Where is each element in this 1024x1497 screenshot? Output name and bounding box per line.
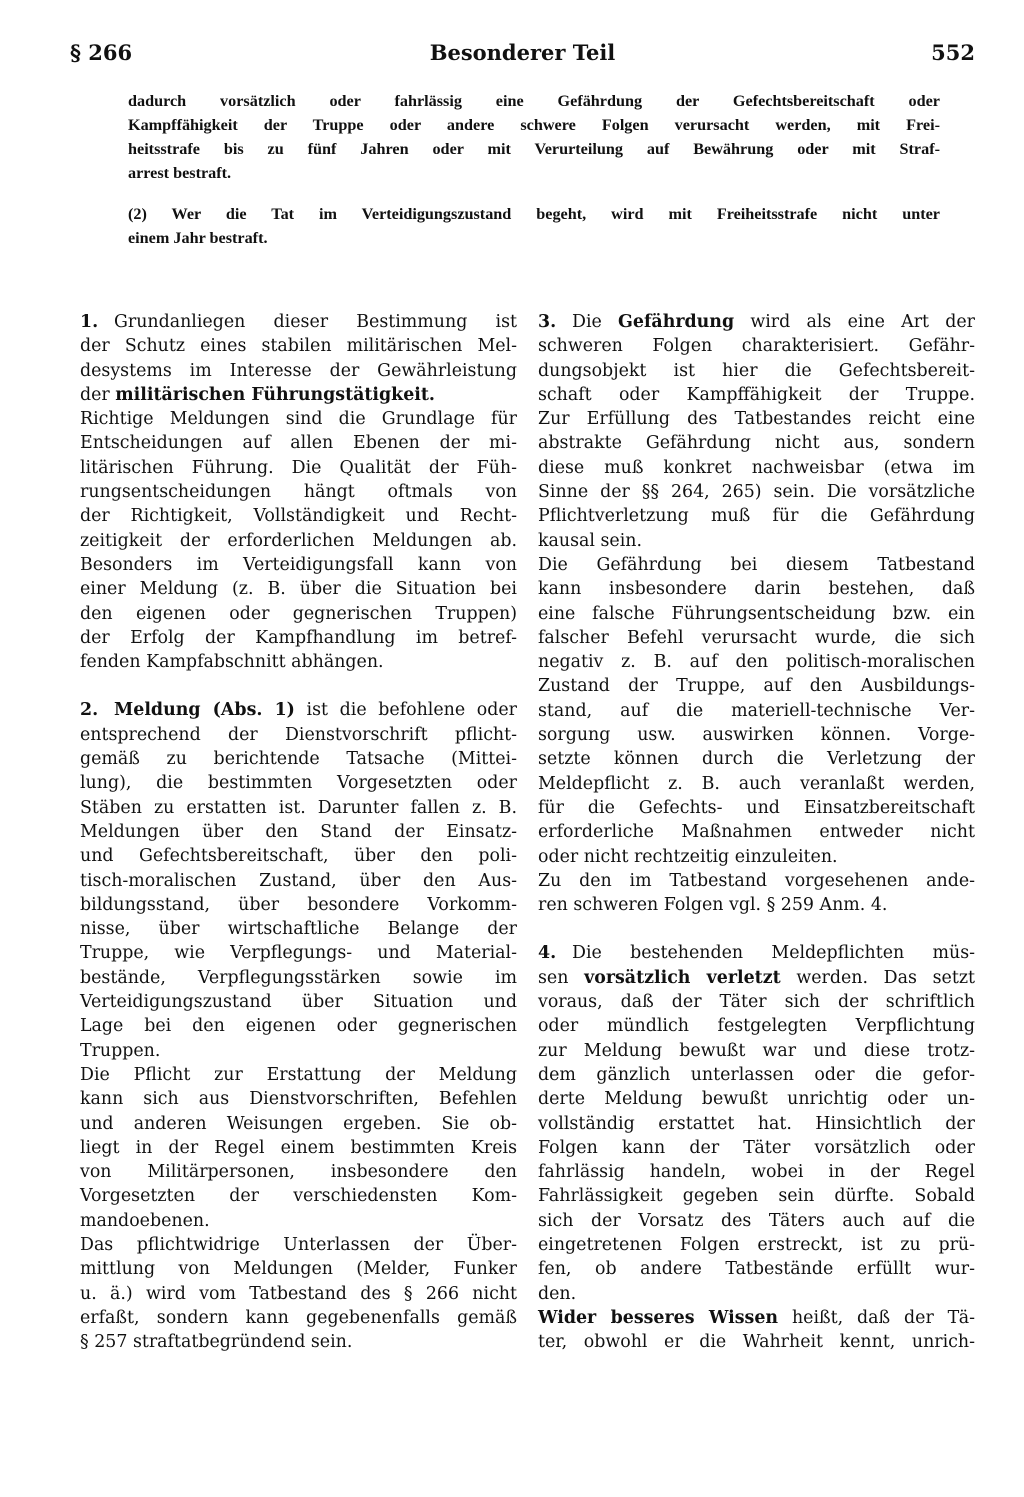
statute-paragraph-2 [128,202,940,250]
emphasis: vorsätzlich verletzt [584,967,781,988]
text-line: diese muß konkret nachweisbar (etwa im [538,457,975,478]
annotation-3 [538,310,975,917]
emphasis: Gefährdung [618,312,735,332]
text-line: ren schweren Folgen vgl. § 259 Anm. 4. [538,895,888,916]
text-run: heißt, daß der Tä- [778,1307,975,1328]
running-title: Besonderer Teil [429,40,616,65]
text-run: werden. Das setzt [780,967,975,988]
text-line: fahrlässig handeln, wobei in der Regel [538,1162,975,1183]
page-header [70,40,975,80]
section-number: § 266 [70,40,133,65]
text-line: Stäben zu erstatten ist. Darunter fallen z. B. [80,797,517,818]
emphasis: Meldung (Abs. 1) [114,700,295,721]
text-line: lung), die bestimmten Vorgesetzten oder [80,773,517,794]
text-line: einer Meldung (z. B. über die Situation bei [80,579,517,600]
text-line: entsprechend der Dienstvorschrift pflicht- [80,724,517,745]
text-line: Pflichtverletzung muß für die Gefährdung [538,506,975,527]
text-line: dungsobjekt ist hier die Gefechtsbereit- [538,360,975,381]
text-line: Besonders im Verteidigungsfall kann von [80,554,517,575]
text-line: liegt in der Regel einem bestimmten Kreis [80,1137,517,1158]
text-line: von Militärpersonen, insbesondere den [80,1162,517,1183]
statute-text [128,89,940,185]
text-line: Truppe, wie Verpflegungs- und Material- [80,943,517,964]
text-line: erforderliche Maßnahmen entweder nicht [538,822,975,843]
text-line: kausal sein. [538,530,642,551]
text-line: zur Meldung bewußt war und diese trotz- [538,1040,975,1061]
text-line: Verteidigungszustand über Situation und [80,992,517,1013]
text-line: voraus, daß der Täter sich der schriftlich [538,992,975,1013]
text-line: der Richtigkeit, Vollständigkeit und Recht- [80,506,517,527]
text-line: Die Gefährdung bei diesem Tatbestand [538,554,975,575]
text-line: und anderen Weisungen ergeben. Sie ob- [80,1113,517,1134]
text-line: § 257 straftatbegründend sein. [80,1332,353,1353]
text-run: wird als eine Art der [734,312,975,332]
emphasis: militärischen Führungstätigkeit. [115,384,435,405]
text-line: vollständig erstattet hat. Hinsichtlich der [538,1113,975,1134]
text-line: sorgung usw. auswirken können. Vorge- [538,725,975,746]
annotation-number: 3. [538,312,557,332]
text-line: Fahrlässigkeit gegeben sein dürfte. Sobald [538,1186,975,1207]
text-line: fenden Kampfabschnitt abhängen. [80,652,384,673]
text-line: zeitigkeit der erforderlichen Meldungen ab. [80,530,517,551]
text-line: Zu den im Tatbestand vorgesehenen ande- [538,870,975,891]
text-line: erfaßt, sondern kann gegebenenfalls gemäß [80,1307,517,1328]
text-line: schweren Folgen charakterisiert. Gefähr- [538,336,975,357]
text-line: Meldungen über den Stand der Einsatz- [80,821,517,842]
statute-line: (2) Wer die Tat im Verteidigungszustand begeht, wird mit Freiheitsstrafe nicht unter [128,205,940,223]
text-line: schaft oder Kampffähigkeit der Truppe. [538,384,975,405]
text-line: sich der Vorsatz des Täters auch auf die [538,1210,975,1231]
text-line: abstrakte Gefährdung nicht aus, sondern [538,433,975,454]
annotation-4 [538,941,975,1354]
text-line: dem gänzlich unterlassen oder die gefor- [538,1064,975,1085]
text-line: u. ä.) wird vom Tatbestand des § 266 nicht [80,1283,517,1304]
text-line: oder nicht rechtzeitig einzuleiten. [538,846,838,867]
text-line: Entscheidungen auf allen Ebenen der mi- [80,433,517,454]
text-line: Richtige Meldungen sind die Grundlage für [80,409,517,430]
annotation-1 [80,310,517,674]
text-run: ist die befohlene oder [294,700,517,721]
text-line: negativ z. B. auf den politisch-moralischen [538,652,975,673]
text-line: Lage bei den eigenen oder gegnerischen [80,1016,517,1037]
statute-line: dadurch vorsätzlich oder fahrlässig eine Gefährdung der Gefechtsbereitschaft oder [128,92,940,110]
text-line: stand, auf die materiell-technische Ver- [538,700,975,721]
statute-paragraph-1 [128,89,940,185]
text-run: der [80,384,116,405]
text-line: Folgen kann der Täter vorsätzlich oder [538,1137,975,1158]
statute-line: Kampffähigkeit der Truppe oder andere schwere Folgen verursacht werden, mit Frei- [128,116,940,134]
statute-line: heitsstrafe bis zu fünf Jahren oder mit Verurteilung auf Bewährung oder mit Straf- [128,140,940,158]
text-line: Zustand der Truppe, auf den Ausbildungs- [538,676,975,697]
statute-line: einem Jahr bestraft. [128,229,268,247]
text-line: kann sich aus Dienstvorschriften, Befehlen [80,1089,517,1110]
text-line: Zur Erfüllung des Tatbestandes reicht eine [538,409,975,430]
text-line: derte Meldung bewußt unrichtig oder un- [538,1089,975,1110]
emphasis: Wider besseres Wissen [538,1307,779,1328]
text-line: und Gefechtsbereitschaft, über den poli- [80,846,517,867]
text-line: der Erfolg der Kampfhandlung im betref- [80,627,517,648]
text-line: gemäß zu berichtende Tatsache (Mittei- [80,749,517,770]
text-line: bestände, Verpflegungsstärken sowie im [80,967,517,988]
text-line: Truppen. [80,1040,161,1061]
text-line: desystems im Interesse der Gewährleistung [80,360,517,381]
text-line: Vorgesetzten der verschiedensten Kom- [80,1186,517,1207]
text-line: kann insbesondere darin bestehen, daß [538,579,975,600]
text-run: Die bestehenden Meldepflichten müs- [572,943,975,964]
statute-text-2 [128,202,940,250]
text-run: sen [538,967,585,988]
text-run: Die [572,312,619,332]
text-line: litärischen Führung. Die Qualität der Füh- [80,457,517,478]
left-column [80,310,517,1354]
text-line: setzte können durch die Verletzung der [538,749,975,770]
text-run: Grundanliegen dieser Bestimmung ist [114,312,517,332]
annotation-2 [80,698,517,1354]
text-line: mittlung von Meldungen (Melder, Funker [80,1259,517,1280]
text-line: mandoebenen. [80,1210,210,1231]
text-line: oder mündlich festgelegten Verpflichtung [538,1016,975,1037]
text-line: falscher Befehl verursacht wurde, die sich [538,627,975,648]
text-line: den eigenen oder gegnerischen Truppen) [80,603,517,624]
right-column [538,310,975,1354]
text-line: für die Gefechts- und Einsatzbereitschaft [538,797,975,818]
text-line: nisse, über wirtschaftliche Belange der [80,919,517,940]
text-line: Meldepflicht z. B. auch veranlaßt werden, [538,773,975,794]
text-line: Das pflichtwidrige Unterlassen der Über- [80,1234,517,1255]
text-line: rungsentscheidungen hängt oftmals von [80,482,517,503]
text-line: eine falsche Führungsentscheidung bzw. ein [538,603,975,624]
annotation-number: 1. [80,312,99,332]
text-line: tisch-moralischen Zustand, über den Aus- [80,870,517,891]
annotation-number: 2. [80,700,99,721]
text-line: den. [538,1283,577,1304]
text-line: Sinne der §§ 264, 265) sein. Die vorsätzliche [538,482,975,503]
statute-line: arrest bestraft. [128,164,232,182]
text-line: fen, ob andere Tatbestände erfüllt wur- [538,1259,975,1280]
text-line: Die Pflicht zur Erstattung der Meldung [80,1064,517,1085]
text-line: bildungsstand, über besondere Vorkomm- [80,894,517,915]
text-line: der Schutz eines stabilen militärischen Mel- [80,336,517,357]
page-number: 552 [931,40,975,65]
annotation-number: 4. [538,943,557,964]
text-line: eingetretenen Folgen erstreckt, ist zu prü- [538,1234,975,1255]
text-line: ter, obwohl er die Wahrheit kennt, unrich- [538,1332,975,1353]
